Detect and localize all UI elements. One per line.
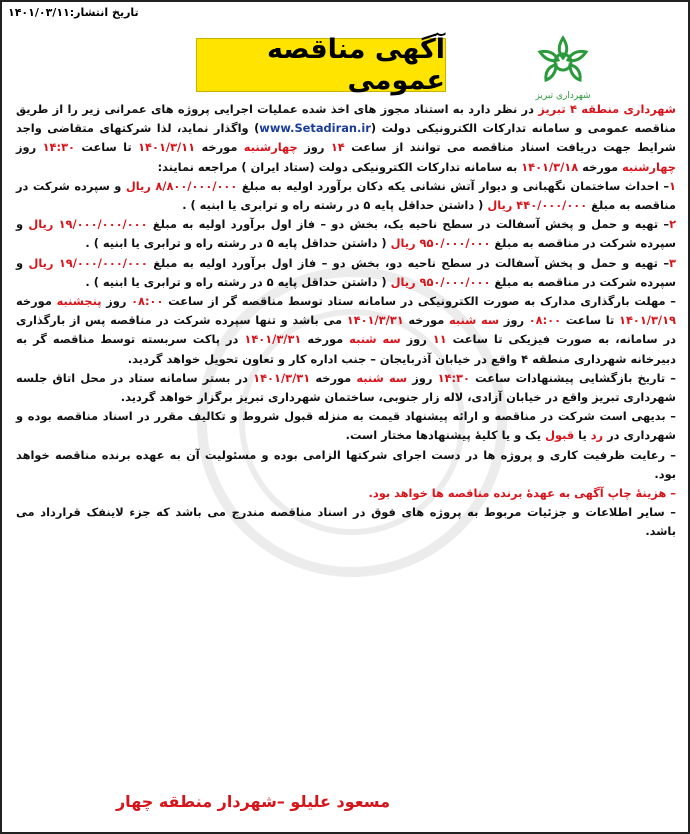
upload-deadline-paragraph: – مهلت بارگذاری مدارک به صورت الکترونیکی در سامانه ستاد توسط مناقصه گر از ساعت ۰۸:۰۰ روز پنجشنبه مورخه ۱۴۰۱/۳/۱۹ تا ساعت ۰۸:۰۰ روز سه شنبه مورخه ۱۴۰۱/۳/۳۱ می باشد و تنها سپرده شرکت در مناقصه پس از بارگذاری در سامانه، به صورت فیزیکی تا ساعت ۱۱ روز سه شنبه مورخه ۱۴۰۱/۳/۳۱ در پاکت سربسته توسط مناقصه گر به دبیرخانه شهرداری منطقه ۴ واقع در خیابان آذربایجان – جنب اداره کار و تعاون تحویل خواهد گردید.: [16, 294, 676, 366]
org-name: شهرداری منطقه ۴ تبریز: [538, 102, 677, 116]
signer-name: مسعود علیلو: [290, 792, 390, 811]
note-capacity: – رعایت ظرفیت کاری و پروژه ها در دست اجرای شرکتها الزامی بوده و مسئولیت آن به عهده برنده مناقصه خواهد بود.: [16, 447, 676, 481]
note-ad-cost: – هزینهٔ چاپ آگهی به عهدهٔ برنده مناقصه ها خواهد بود.: [368, 486, 676, 501]
signer-role: شهردار منطقه چهار: [115, 792, 277, 811]
bid-opening-paragraph: – تاریخ بازگشایی پیشنهادات ساعت ۱۴:۳۰ روز سه شنبه مورخه ۱۴۰۱/۳/۳۱ در بستر سامانه ستاد در محل اتاق جلسه شهرداری تبریز واقع در خیابان آزادی، لاله زار جنوبی، ساختمان شهرداری تبریز برگزار خواهد گردید.: [16, 370, 676, 405]
tender-item-1: ۱– احداث ساختمان نگهبانی و دیوار آتش نشانی یکه دکان برآورد اولیه به مبلغ ۸/۸۰۰/۰۰۰/۰۰۰ ریال و سپرده شرکت در مناقصه به مبلغ ۴۴۰/۰۰۰/۰۰۰ ریال ( داشتن حداقل پایه ۵ در رشته راه و ترابری یا ابنیه ) .: [16, 178, 676, 213]
signature: مسعود علیلو –شهردار منطقه چهار: [115, 792, 390, 811]
intro-paragraph: شهرداری منطقه ۴ تبریز در نظر دارد به استناد مجوز های اخذ شده عملیات اجرایی پروژه های عمرانی زیر را از طریق مناقصه عمومی و سامانه تدارکات الکترونیکی دولت (www.Setadiran.ir) واگذار نماید، لذا شرکتهای متقاضی واجد شرایط جهت دریافت اسناد مناقصه می توانند از ساعت ۱۴ روز چهارشنبه مورخه ۱۴۰۱/۳/۱۱ تا ساعت ۱۴:۳۰ روز چهارشنبه مورخه ۱۴۰۱/۳/۱۸ به سامانه تدارکات الکترونیکی دولت (ستاد ایران ) مراجعه نمایند:: [16, 102, 677, 174]
setad-website-link[interactable]: www.Setadiran.ir: [259, 121, 371, 136]
publish-date: تاریخ انتشار:۱۴۰۱/۰۳/۱۱: [8, 6, 139, 19]
municipality-logo-icon: [534, 32, 592, 102]
tender-item-3: ۳– تهیه و حمل و پخش آسفالت در سطح ناحیه دو، بخش دو – فاز اول برآورد اولیه به مبلغ ۱۹/۰۰۰/۰۰۰/۰۰۰ ریال و سپرده شرکت در مناقصه به مبلغ ۹۵۰/۰۰۰/۰۰۰ ریال ( داشتن حداقل پایه ۵ در رشته راه و ترابری یا ابنیه ) .: [16, 255, 676, 289]
notice-title: آگهی مناقصه عمومی: [196, 38, 446, 92]
svg-text:شهرداری تبریز: شهرداری تبریز: [535, 91, 591, 101]
notice-body: [16, 100, 676, 542]
note-acceptance: – بدیهی است شرکت در مناقصه و ارائه پیشنهاد قیمت به منزله قبول شروط و تکالیف مقرر در اسناد مناقصه بوده و شهرداری در رد یا قبول یک و یا کلیهٔ پیشنهادها مختار است.: [16, 409, 676, 443]
note-other-info: – سایر اطلاعات و جزئیات مربوط به پروژه های فوق در اسناد مناقصه مندرج می باشد که جزء لاینفک قرارداد می باشد.: [16, 505, 676, 539]
tender-item-2: ۲– تهیه و حمل و پخش آسفالت در سطح ناحیه یک، بخش دو – فاز اول برآورد اولیه به مبلغ ۱۹/۰۰۰/۰۰۰/۰۰۰ ریال و سپرده شرکت در مناقصه به مبلغ ۹۵۰/۰۰۰/۰۰۰ ریال ( داشتن حداقل پایه ۵ در رشته راه و ترابری یا ابنیه ) .: [16, 217, 677, 251]
